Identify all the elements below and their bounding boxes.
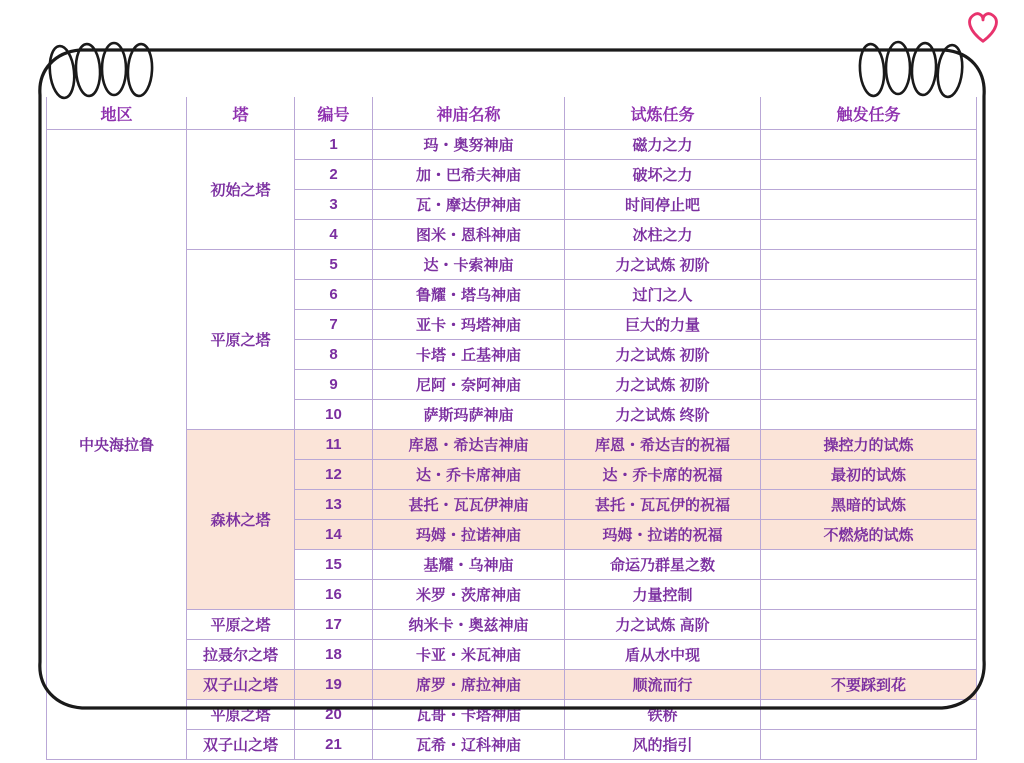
trigger-quest-cell bbox=[761, 310, 977, 340]
trial-quest-cell: 铁桥 bbox=[565, 700, 761, 730]
shrine-name-cell: 纳米卡・奥兹神庙 bbox=[373, 610, 565, 640]
shrine-number-cell: 13 bbox=[295, 490, 373, 520]
trial-quest-cell: 库恩・希达吉的祝福 bbox=[565, 430, 761, 460]
shrine-number-cell: 3 bbox=[295, 190, 373, 220]
tower-cell: 平原之塔 bbox=[187, 250, 295, 430]
shrine-number-cell: 4 bbox=[295, 220, 373, 250]
shrine-number-cell: 10 bbox=[295, 400, 373, 430]
shrine-number-cell: 15 bbox=[295, 550, 373, 580]
shrine-name-cell: 库恩・希达吉神庙 bbox=[373, 430, 565, 460]
trigger-quest-cell bbox=[761, 250, 977, 280]
trial-quest-cell: 冰柱之力 bbox=[565, 220, 761, 250]
table-row bbox=[47, 250, 977, 280]
table-body bbox=[47, 130, 977, 760]
trigger-quest-cell bbox=[761, 220, 977, 250]
table-row bbox=[47, 730, 977, 760]
trial-quest-cell: 风的指引 bbox=[565, 730, 761, 760]
header-region: 地区 bbox=[47, 97, 187, 130]
shrine-name-cell: 瓦・摩达伊神庙 bbox=[373, 190, 565, 220]
table-row bbox=[47, 610, 977, 640]
shrine-number-cell: 5 bbox=[295, 250, 373, 280]
tower-cell: 平原之塔 bbox=[187, 700, 295, 730]
tower-cell: 双子山之塔 bbox=[187, 730, 295, 760]
shrine-number-cell: 8 bbox=[295, 340, 373, 370]
shrine-name-cell: 玛姆・拉诺神庙 bbox=[373, 520, 565, 550]
shrine-name-cell: 席罗・席拉神庙 bbox=[373, 670, 565, 700]
trigger-quest-cell: 操控力的试炼 bbox=[761, 430, 977, 460]
trigger-quest-cell: 最初的试炼 bbox=[761, 460, 977, 490]
table-row bbox=[47, 430, 977, 460]
shrine-name-cell: 图米・恩科神庙 bbox=[373, 220, 565, 250]
shrine-name-cell: 萨斯玛萨神庙 bbox=[373, 400, 565, 430]
tower-cell: 双子山之塔 bbox=[187, 670, 295, 700]
shrine-number-cell: 7 bbox=[295, 310, 373, 340]
shrine-name-cell: 加・巴希夫神庙 bbox=[373, 160, 565, 190]
shrine-number-cell: 11 bbox=[295, 430, 373, 460]
trigger-quest-cell bbox=[761, 400, 977, 430]
shrine-number-cell: 17 bbox=[295, 610, 373, 640]
shrine-number-cell: 1 bbox=[295, 130, 373, 160]
trigger-quest-cell bbox=[761, 160, 977, 190]
shrine-number-cell: 12 bbox=[295, 460, 373, 490]
shrine-number-cell: 20 bbox=[295, 700, 373, 730]
trigger-quest-cell bbox=[761, 190, 977, 220]
trigger-quest-cell bbox=[761, 340, 977, 370]
tower-cell: 初始之塔 bbox=[187, 130, 295, 250]
trigger-quest-cell: 不要踩到花 bbox=[761, 670, 977, 700]
header-trigger-quest: 触发任务 bbox=[761, 97, 977, 130]
shrine-name-cell: 鲁耀・塔乌神庙 bbox=[373, 280, 565, 310]
trigger-quest-cell bbox=[761, 700, 977, 730]
trial-quest-cell: 玛姆・拉诺的祝福 bbox=[565, 520, 761, 550]
shrine-number-cell: 21 bbox=[295, 730, 373, 760]
trial-quest-cell: 达・乔卡席的祝福 bbox=[565, 460, 761, 490]
shrine-number-cell: 14 bbox=[295, 520, 373, 550]
header-trial-quest: 试炼任务 bbox=[565, 97, 761, 130]
tower-cell: 拉聂尔之塔 bbox=[187, 640, 295, 670]
table-row bbox=[47, 700, 977, 730]
header-tower: 塔 bbox=[187, 97, 295, 130]
shrine-name-cell: 亚卡・玛塔神庙 bbox=[373, 310, 565, 340]
table-row bbox=[47, 670, 977, 700]
shrine-name-cell: 瓦哥・卡塔神庙 bbox=[373, 700, 565, 730]
trial-quest-cell: 力之试炼 初阶 bbox=[565, 370, 761, 400]
shrine-table bbox=[46, 97, 977, 760]
header-shrine-name: 神庙名称 bbox=[373, 97, 565, 130]
trigger-quest-cell: 不燃烧的试炼 bbox=[761, 520, 977, 550]
shrine-table-container bbox=[46, 97, 976, 760]
table-row bbox=[47, 130, 977, 160]
trial-quest-cell: 过门之人 bbox=[565, 280, 761, 310]
shrine-name-cell: 达・乔卡席神庙 bbox=[373, 460, 565, 490]
trial-quest-cell: 盾从水中现 bbox=[565, 640, 761, 670]
shrine-name-cell: 玛・奥努神庙 bbox=[373, 130, 565, 160]
trial-quest-cell: 甚托・瓦瓦伊的祝福 bbox=[565, 490, 761, 520]
shrine-number-cell: 19 bbox=[295, 670, 373, 700]
trigger-quest-cell bbox=[761, 370, 977, 400]
trial-quest-cell: 力量控制 bbox=[565, 580, 761, 610]
trial-quest-cell: 力之试炼 初阶 bbox=[565, 340, 761, 370]
trial-quest-cell: 破坏之力 bbox=[565, 160, 761, 190]
trigger-quest-cell bbox=[761, 550, 977, 580]
trigger-quest-cell bbox=[761, 580, 977, 610]
shrine-number-cell: 16 bbox=[295, 580, 373, 610]
trigger-quest-cell: 黑暗的试炼 bbox=[761, 490, 977, 520]
shrine-name-cell: 米罗・茨席神庙 bbox=[373, 580, 565, 610]
shrine-name-cell: 尼阿・奈阿神庙 bbox=[373, 370, 565, 400]
heart-icon bbox=[964, 8, 1002, 46]
shrine-name-cell: 卡塔・丘基神庙 bbox=[373, 340, 565, 370]
shrine-name-cell: 甚托・瓦瓦伊神庙 bbox=[373, 490, 565, 520]
trial-quest-cell: 顺流而行 bbox=[565, 670, 761, 700]
tower-cell: 森林之塔 bbox=[187, 430, 295, 610]
trial-quest-cell: 磁力之力 bbox=[565, 130, 761, 160]
shrine-name-cell: 达・卡索神庙 bbox=[373, 250, 565, 280]
trigger-quest-cell bbox=[761, 610, 977, 640]
trigger-quest-cell bbox=[761, 730, 977, 760]
shrine-number-cell: 2 bbox=[295, 160, 373, 190]
shrine-number-cell: 9 bbox=[295, 370, 373, 400]
shrine-name-cell: 基耀・乌神庙 bbox=[373, 550, 565, 580]
shrine-name-cell: 瓦希・辽科神庙 bbox=[373, 730, 565, 760]
shrine-number-cell: 6 bbox=[295, 280, 373, 310]
shrine-number-cell: 18 bbox=[295, 640, 373, 670]
trigger-quest-cell bbox=[761, 640, 977, 670]
trigger-quest-cell bbox=[761, 130, 977, 160]
trigger-quest-cell bbox=[761, 280, 977, 310]
tower-cell: 平原之塔 bbox=[187, 610, 295, 640]
table-header-row bbox=[47, 97, 977, 130]
trial-quest-cell: 力之试炼 终阶 bbox=[565, 400, 761, 430]
trial-quest-cell: 巨大的力量 bbox=[565, 310, 761, 340]
table-row bbox=[47, 640, 977, 670]
header-number: 编号 bbox=[295, 97, 373, 130]
trial-quest-cell: 力之试炼 高阶 bbox=[565, 610, 761, 640]
shrine-name-cell: 卡亚・米瓦神庙 bbox=[373, 640, 565, 670]
trial-quest-cell: 命运乃群星之数 bbox=[565, 550, 761, 580]
region-cell: 中央海拉鲁 bbox=[47, 130, 187, 760]
trial-quest-cell: 时间停止吧 bbox=[565, 190, 761, 220]
trial-quest-cell: 力之试炼 初阶 bbox=[565, 250, 761, 280]
